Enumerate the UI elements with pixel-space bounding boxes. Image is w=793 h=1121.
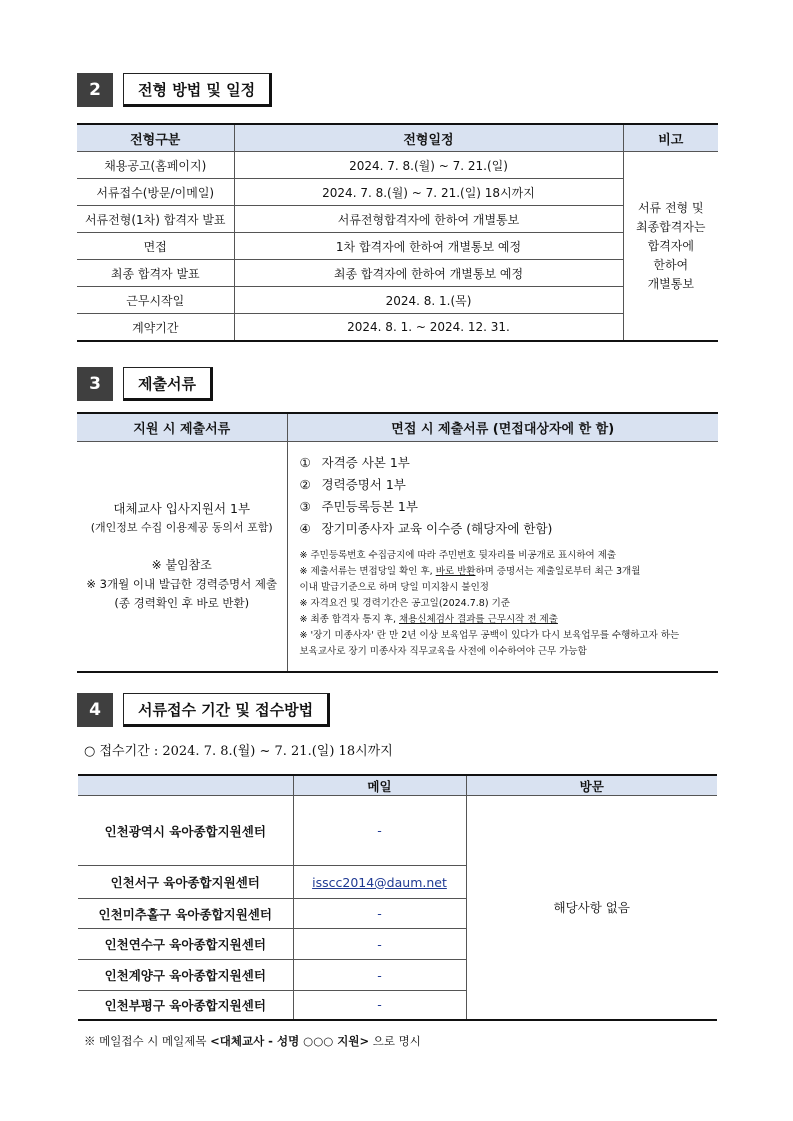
footnote-text: 하며 증명서는 제출일로부터 최근 3개월 (475, 566, 641, 577)
note-line: 합격자에 (647, 238, 694, 253)
center-name: 인천부평구 육아종합지원센터 (78, 991, 293, 1020)
section-title: 서류접수 기간 및 접수방법 (123, 693, 330, 727)
note-cell (623, 152, 718, 342)
text-line: (종 경력확인 후 바로 반환) (114, 596, 250, 611)
stage-cell: 계약기간 (77, 314, 234, 342)
mail-cell: - (293, 796, 466, 866)
schedule-cell: 서류전형합격자에 한하여 개별통보 (234, 206, 623, 233)
center-name: 인천연수구 육아종합지원센터 (78, 929, 293, 960)
footnote (300, 612, 711, 628)
center-name: 인천광역시 육아종합지원센터 (78, 796, 293, 866)
column-header: 비고 (623, 124, 718, 152)
footnote-text: ※ 제출서류는 면접당일 확인 후, (299, 566, 436, 577)
item-text: 주민등록등본 1부 (321, 499, 418, 514)
list-item (300, 474, 711, 496)
note-line: 최종합격자는 (635, 219, 706, 234)
list-item (300, 496, 711, 518)
column-header: 전형일정 (234, 124, 623, 152)
center-name: 인천서구 육아종합지원센터 (78, 866, 293, 899)
schedule-cell: 2024. 7. 8.(월) ~ 7. 21.(일) 18시까지 (234, 179, 623, 206)
stage-cell: 서류접수(방문/이메일) (77, 179, 234, 206)
stage-cell: 최종 합격자 발표 (77, 260, 234, 287)
mail-cell: - (293, 929, 466, 960)
table-header-row (77, 124, 718, 152)
note-text: ※ 메일접수 시 메일제목 (84, 1034, 211, 1048)
table-row (77, 260, 718, 287)
interview-documents-cell (287, 442, 718, 672)
footnote-text: ※ 최종 합격자 통지 후, (299, 614, 399, 625)
column-header: 지원 시 제출서류 (77, 413, 287, 442)
text-line: (개인정보 수집 이용제공 동의서 포함) (90, 521, 273, 535)
note-line: 한하여 (653, 257, 689, 272)
stage-cell: 채용공고(홈페이지) (77, 152, 234, 179)
application-period: ○ 접수기간 : 2024. 7. 8.(월) ~ 7. 21.(일) 18시까지 (84, 744, 393, 759)
mail-cell: - (293, 899, 466, 929)
visit-cell: 해당사항 없음 (466, 796, 717, 1020)
table-row (77, 314, 718, 342)
item-number: ① (299, 455, 311, 470)
section-number: 2 (77, 73, 113, 107)
footnote: ※ 주민등록번호 수집금지에 따라 주민번호 뒷자리를 비공개로 표시하여 제출 (299, 550, 617, 561)
schedule-cell: 1차 합격자에 한하여 개별통보 예정 (234, 233, 623, 260)
table-row (77, 152, 718, 179)
list-item (300, 518, 711, 540)
column-header: 면접 시 제출서류 (면접대상자에 한 함) (287, 413, 718, 442)
column-header: 방문 (466, 775, 717, 796)
section-2-header (77, 73, 272, 107)
item-text: 경력증명서 1부 (321, 477, 406, 492)
stage-cell: 근무시작일 (77, 287, 234, 314)
center-name: 인천계양구 육아종합지원센터 (78, 960, 293, 991)
documents-table (77, 412, 718, 673)
item-number: ③ (299, 499, 311, 514)
application-documents-cell (77, 442, 287, 672)
item-number: ④ (299, 521, 311, 536)
schedule-cell: 2024. 8. 1. ~ 2024. 12. 31. (234, 314, 623, 342)
footnote-underline: 바로 반환 (435, 566, 476, 577)
text-line: ※ 3개월 이내 발급한 경력증명서 제출 (86, 577, 278, 592)
text-line (80, 537, 284, 556)
text-line: 대체교사 입사지원서 1부 (113, 501, 251, 517)
item-number: ② (299, 477, 311, 492)
table-row (78, 796, 717, 866)
note-bold: <대체교사 - 성명 ○○○ 지원> (210, 1034, 370, 1048)
footnote (300, 564, 711, 580)
column-header: 전형구분 (77, 124, 234, 152)
item-text: 장기미종사자 교육 이수증 (해당자에 한함) (321, 521, 553, 536)
section-4-header (77, 693, 330, 727)
footnote-continuation: 보육교사로 장기 미종사자 직무교육을 사전에 이수하여야 근무 가능함 (299, 646, 587, 657)
table-row (77, 287, 718, 314)
note-line: 서류 전형 및 (637, 200, 704, 215)
stage-cell: 면접 (77, 233, 234, 260)
mail-cell: - (293, 991, 466, 1020)
note-text: 으로 명시 (369, 1034, 421, 1048)
column-header: 메일 (293, 775, 466, 796)
item-text: 자격증 사본 1부 (321, 455, 410, 470)
schedule-cell: 최종 합격자에 한하여 개별통보 예정 (234, 260, 623, 287)
center-name: 인천미추홀구 육아종합지원센터 (78, 899, 293, 929)
schedule-table (77, 123, 718, 342)
submission-table (78, 774, 717, 1021)
schedule-cell: 2024. 8. 1.(목) (234, 287, 623, 314)
text-line: ※ 붙임참조 (151, 558, 212, 573)
mail-cell (293, 866, 466, 899)
table-header-row (77, 413, 718, 442)
footnote: ※ 자격요건 및 경력기간은 공고일(2024.7.8) 기준 (299, 598, 510, 609)
section-3-header (77, 367, 213, 401)
table-row (77, 206, 718, 233)
stage-cell: 서류전형(1차) 합격자 발표 (77, 206, 234, 233)
footnote-underline: 채용신체검사 결과를 근무시작 전 제출 (399, 614, 558, 625)
table-row (77, 233, 718, 260)
section-number: 4 (77, 693, 113, 727)
email-subject-note (84, 1033, 421, 1049)
note-line: 개별통보 (647, 276, 694, 291)
list-item (300, 452, 711, 474)
section-number: 3 (77, 367, 113, 401)
mail-cell: - (293, 960, 466, 991)
footnote: ※ '장기 미종사자' 란 만 2년 이상 보육업무 공백이 있다가 다시 보육업무를 수행하고자 하는 (299, 630, 680, 641)
schedule-cell: 2024. 7. 8.(월) ~ 7. 21.(일) (234, 152, 623, 179)
email-link[interactable]: isscc2014@daum.net (312, 874, 447, 890)
footnote-continuation: 이내 발급기준으로 하며 당일 미지참시 불인정 (299, 582, 489, 593)
table-row (77, 179, 718, 206)
table-header-row (78, 775, 717, 796)
table-row (77, 442, 718, 672)
column-header (78, 775, 293, 796)
section-title: 전형 방법 및 일정 (123, 73, 272, 107)
section-title: 제출서류 (123, 367, 213, 401)
